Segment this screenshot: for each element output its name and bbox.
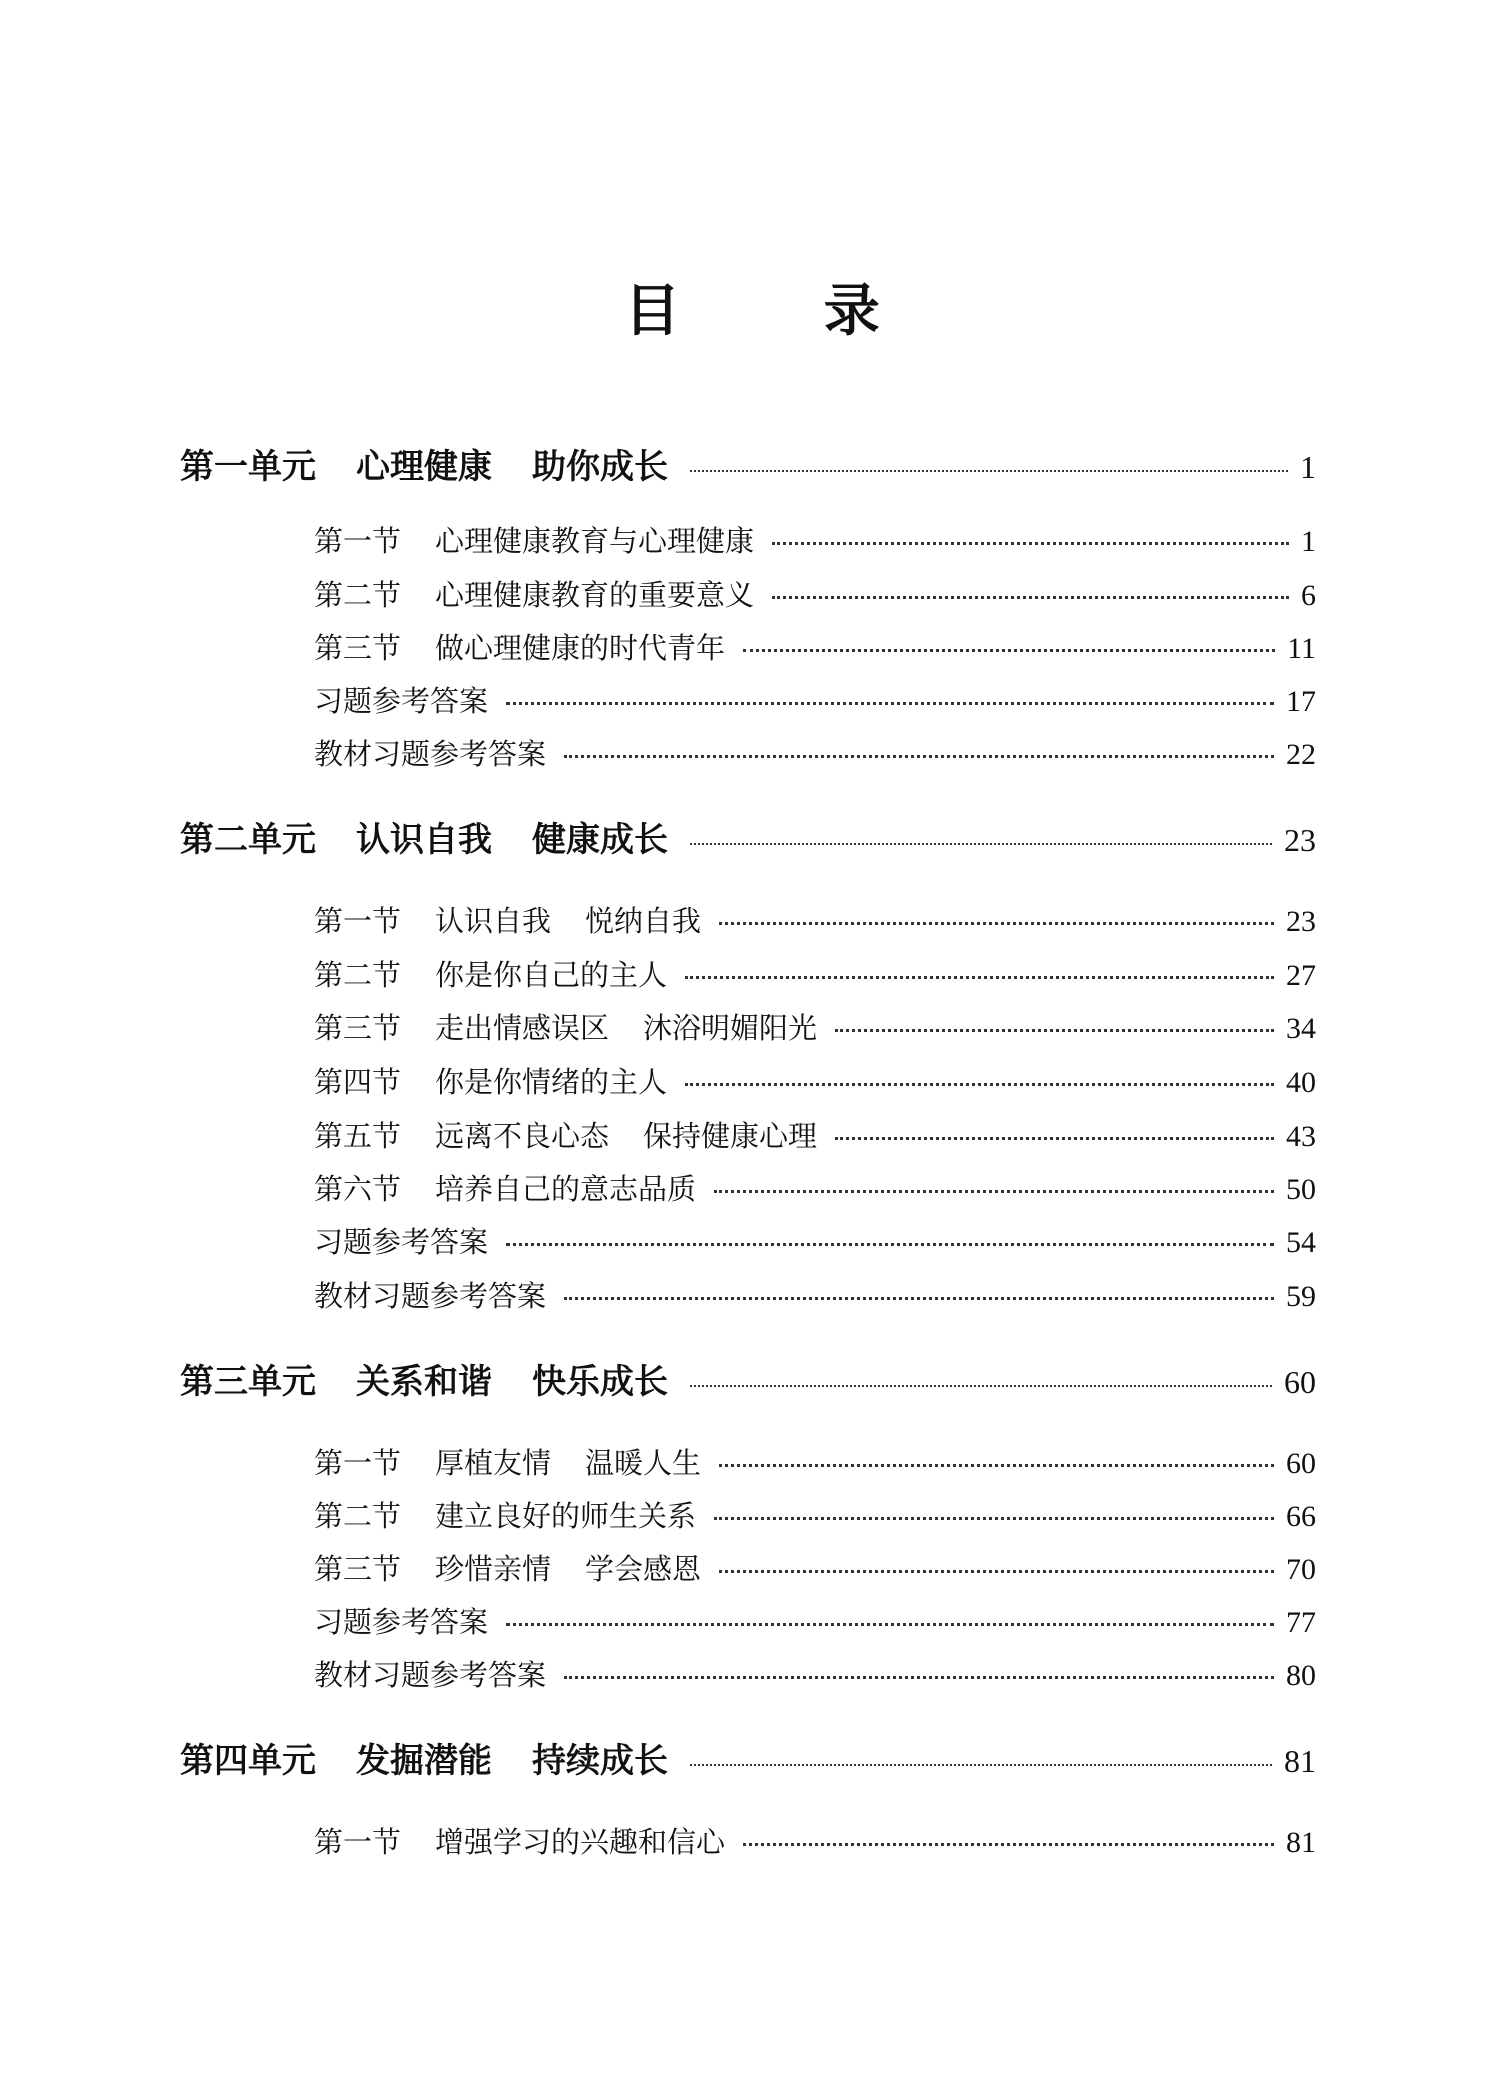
toc-entry-title-part: 你是你情绪的主人	[435, 1065, 668, 1099]
toc-entry-title-part: 心理健康	[356, 447, 492, 487]
toc-section-entry	[314, 521, 1316, 561]
toc-entry-title-part: 心理健康教育的重要意义	[435, 578, 755, 612]
toc-entry-title	[314, 1008, 817, 1048]
toc-section-entry	[314, 1008, 1316, 1048]
toc-entry-title-part: 习题参考答案	[314, 1605, 489, 1639]
toc-section-entry	[314, 1549, 1316, 1589]
dot-leader	[835, 1137, 1274, 1140]
dot-leader	[772, 542, 1289, 545]
toc-page-number: 60	[1286, 1447, 1316, 1480]
toc-page-number: 23	[1286, 905, 1316, 938]
dot-leader	[772, 596, 1289, 599]
toc-page-number: 22	[1286, 738, 1316, 771]
toc-entry-title-part: 认识自我	[356, 820, 492, 860]
toc-page-number: 11	[1287, 632, 1316, 665]
toc-section-entry	[314, 575, 1316, 615]
toc-entry-title-part: 沐浴明媚阳光	[643, 1011, 818, 1045]
toc-unit-entry	[180, 1359, 1316, 1405]
toc-entry-title-part: 第一节	[314, 904, 402, 938]
toc-page-number: 81	[1284, 1743, 1316, 1779]
toc-entry-title-part: 发掘潜能	[356, 1741, 492, 1781]
toc-section-entry	[314, 901, 1316, 941]
toc-entry-title-part: 培养自己的意志品质	[435, 1172, 697, 1206]
toc-entry-title-part: 教材习题参考答案	[314, 1658, 547, 1692]
toc-section-entry	[314, 1062, 1316, 1102]
toc-entry-title-part: 认识自我	[435, 904, 552, 938]
toc-entry-title-part: 第一单元	[180, 447, 316, 487]
toc-section-entry	[314, 1655, 1316, 1695]
toc-entry-title	[314, 1822, 725, 1862]
toc-entry-title	[314, 521, 754, 561]
toc-section-entry	[314, 734, 1316, 774]
toc-entry-title	[314, 1169, 696, 1209]
toc-unit-entry	[180, 1738, 1316, 1784]
toc-entry-title-part: 教材习题参考答案	[314, 737, 547, 771]
toc-page-number: 80	[1286, 1659, 1316, 1692]
toc-entry-title-part: 厚植友情	[435, 1446, 552, 1480]
toc-entry-title-part: 远离不良心态	[435, 1119, 610, 1153]
toc-entry-title-part: 你是你自己的主人	[435, 958, 668, 992]
toc-page-number: 40	[1286, 1066, 1316, 1099]
toc-entry-title	[180, 1359, 668, 1405]
toc-entry-title-part: 习题参考答案	[314, 1225, 489, 1259]
toc-page-number: 43	[1286, 1120, 1316, 1153]
toc-entry-title-part: 走出情感误区	[435, 1011, 610, 1045]
dot-leader	[564, 1676, 1274, 1679]
toc-page-number: 50	[1286, 1173, 1316, 1206]
toc-entry-title-part: 关系和谐	[356, 1362, 492, 1402]
toc-page-number: 27	[1286, 959, 1316, 992]
toc-entry-title	[314, 1222, 488, 1262]
toc-entry-title-part: 第四单元	[180, 1741, 316, 1781]
toc-entry-title-part: 建立良好的师生关系	[435, 1499, 697, 1533]
toc-entry-title	[180, 817, 668, 863]
toc-page-number: 34	[1286, 1012, 1316, 1045]
dot-leader	[690, 1764, 1272, 1766]
toc-entry-title	[180, 444, 668, 490]
toc-entry-title	[314, 955, 667, 995]
toc-entry-title-part: 增强学习的兴趣和信心	[435, 1825, 726, 1859]
dot-leader	[714, 1517, 1274, 1520]
dot-leader	[690, 1385, 1272, 1387]
toc-page-number: 17	[1286, 685, 1316, 718]
toc-section-entry	[314, 628, 1316, 668]
toc-section-entry	[314, 1496, 1316, 1536]
toc-unit-entry	[180, 817, 1316, 863]
toc-entry-title	[314, 734, 546, 774]
toc-entry-title-part: 悦纳自我	[585, 904, 702, 938]
dot-leader	[564, 755, 1274, 758]
page-title: 目 录	[624, 279, 942, 344]
toc-entry-title	[314, 1496, 696, 1536]
dot-leader	[743, 649, 1275, 652]
toc-section-entry	[314, 1169, 1316, 1209]
toc-entry-title	[180, 1738, 668, 1784]
toc-page-number: 60	[1284, 1364, 1316, 1400]
toc-entry-title	[314, 1443, 701, 1483]
toc-entry-title-part: 第一节	[314, 524, 402, 558]
toc-entry-title-part: 第三单元	[180, 1362, 316, 1402]
toc-entry-title-part: 学会感恩	[585, 1552, 702, 1586]
dot-leader	[743, 1843, 1274, 1846]
toc-section-entry	[314, 955, 1316, 995]
toc-entry-title-part: 第五节	[314, 1119, 402, 1153]
dot-leader	[719, 922, 1274, 925]
dot-leader	[690, 843, 1272, 845]
toc-page-number: 1	[1301, 525, 1316, 558]
toc-section-entry	[314, 1822, 1316, 1862]
toc-page-number: 77	[1286, 1606, 1316, 1639]
dot-leader	[685, 976, 1274, 979]
toc-page-number: 66	[1286, 1500, 1316, 1533]
toc-entry-title-part: 第二节	[314, 578, 402, 612]
toc-section-entry	[314, 681, 1316, 721]
toc-entry-title	[314, 1549, 701, 1589]
toc-entry-title-part: 第三节	[314, 1011, 402, 1045]
toc-page-number: 6	[1301, 579, 1316, 612]
toc-entry-title-part: 持续成长	[532, 1741, 668, 1781]
toc-entry-title	[314, 1062, 667, 1102]
toc-page-number: 23	[1284, 822, 1316, 858]
dot-leader	[506, 1243, 1274, 1246]
toc-entry-title-part: 第三节	[314, 1552, 402, 1586]
toc-page-number: 70	[1286, 1553, 1316, 1586]
dot-leader	[835, 1029, 1274, 1032]
toc-page-number: 54	[1286, 1226, 1316, 1259]
toc-entry-title-part: 习题参考答案	[314, 684, 489, 718]
dot-leader	[719, 1570, 1274, 1573]
toc-entry-title	[314, 575, 754, 615]
toc-section-entry	[314, 1602, 1316, 1642]
dot-leader	[719, 1464, 1274, 1467]
toc-entry-title	[314, 1655, 546, 1695]
dot-leader	[506, 702, 1274, 705]
toc-entry-title-part: 健康成长	[532, 820, 668, 860]
toc-entry-title-part: 温暖人生	[585, 1446, 702, 1480]
toc-entry-title-part: 珍惜亲情	[435, 1552, 552, 1586]
toc-page-number: 81	[1286, 1826, 1316, 1859]
toc-entry-title-part: 第四节	[314, 1065, 402, 1099]
toc-unit-entry	[180, 444, 1316, 490]
dot-leader	[690, 470, 1288, 472]
toc-entry-title	[314, 681, 488, 721]
dot-leader	[564, 1297, 1274, 1300]
dot-leader	[714, 1190, 1274, 1193]
toc-entry-title-part: 第一节	[314, 1825, 402, 1859]
dot-leader	[506, 1623, 1274, 1626]
toc-entry-title-part: 助你成长	[532, 447, 668, 487]
toc-entry-title	[314, 1276, 546, 1316]
toc-entry-title-part: 第六节	[314, 1172, 402, 1206]
toc-section-entry	[314, 1116, 1316, 1156]
toc-page-number: 59	[1286, 1280, 1316, 1313]
toc-section-entry	[314, 1443, 1316, 1483]
toc-entry-title-part: 第二单元	[180, 820, 316, 860]
toc-entry-title-part: 教材习题参考答案	[314, 1279, 547, 1313]
toc-entry-title-part: 保持健康心理	[643, 1119, 818, 1153]
toc-entry-title	[314, 1602, 488, 1642]
toc-entry-title-part: 第一节	[314, 1446, 402, 1480]
toc-entry-title	[314, 628, 725, 668]
toc-entry-title-part: 心理健康教育与心理健康	[435, 524, 755, 558]
toc-section-entry	[314, 1222, 1316, 1262]
toc-section-entry	[314, 1276, 1316, 1316]
toc-entry-title-part: 快乐成长	[532, 1362, 668, 1402]
toc-entry-title-part: 做心理健康的时代青年	[435, 631, 726, 665]
toc-page-number: 1	[1300, 449, 1316, 485]
toc-entry-title	[314, 901, 701, 941]
dot-leader	[685, 1083, 1274, 1086]
toc-entry-title-part: 第二节	[314, 958, 402, 992]
toc-entry-title-part: 第三节	[314, 631, 402, 665]
toc-entry-title-part: 第二节	[314, 1499, 402, 1533]
toc-entry-title	[314, 1116, 817, 1156]
